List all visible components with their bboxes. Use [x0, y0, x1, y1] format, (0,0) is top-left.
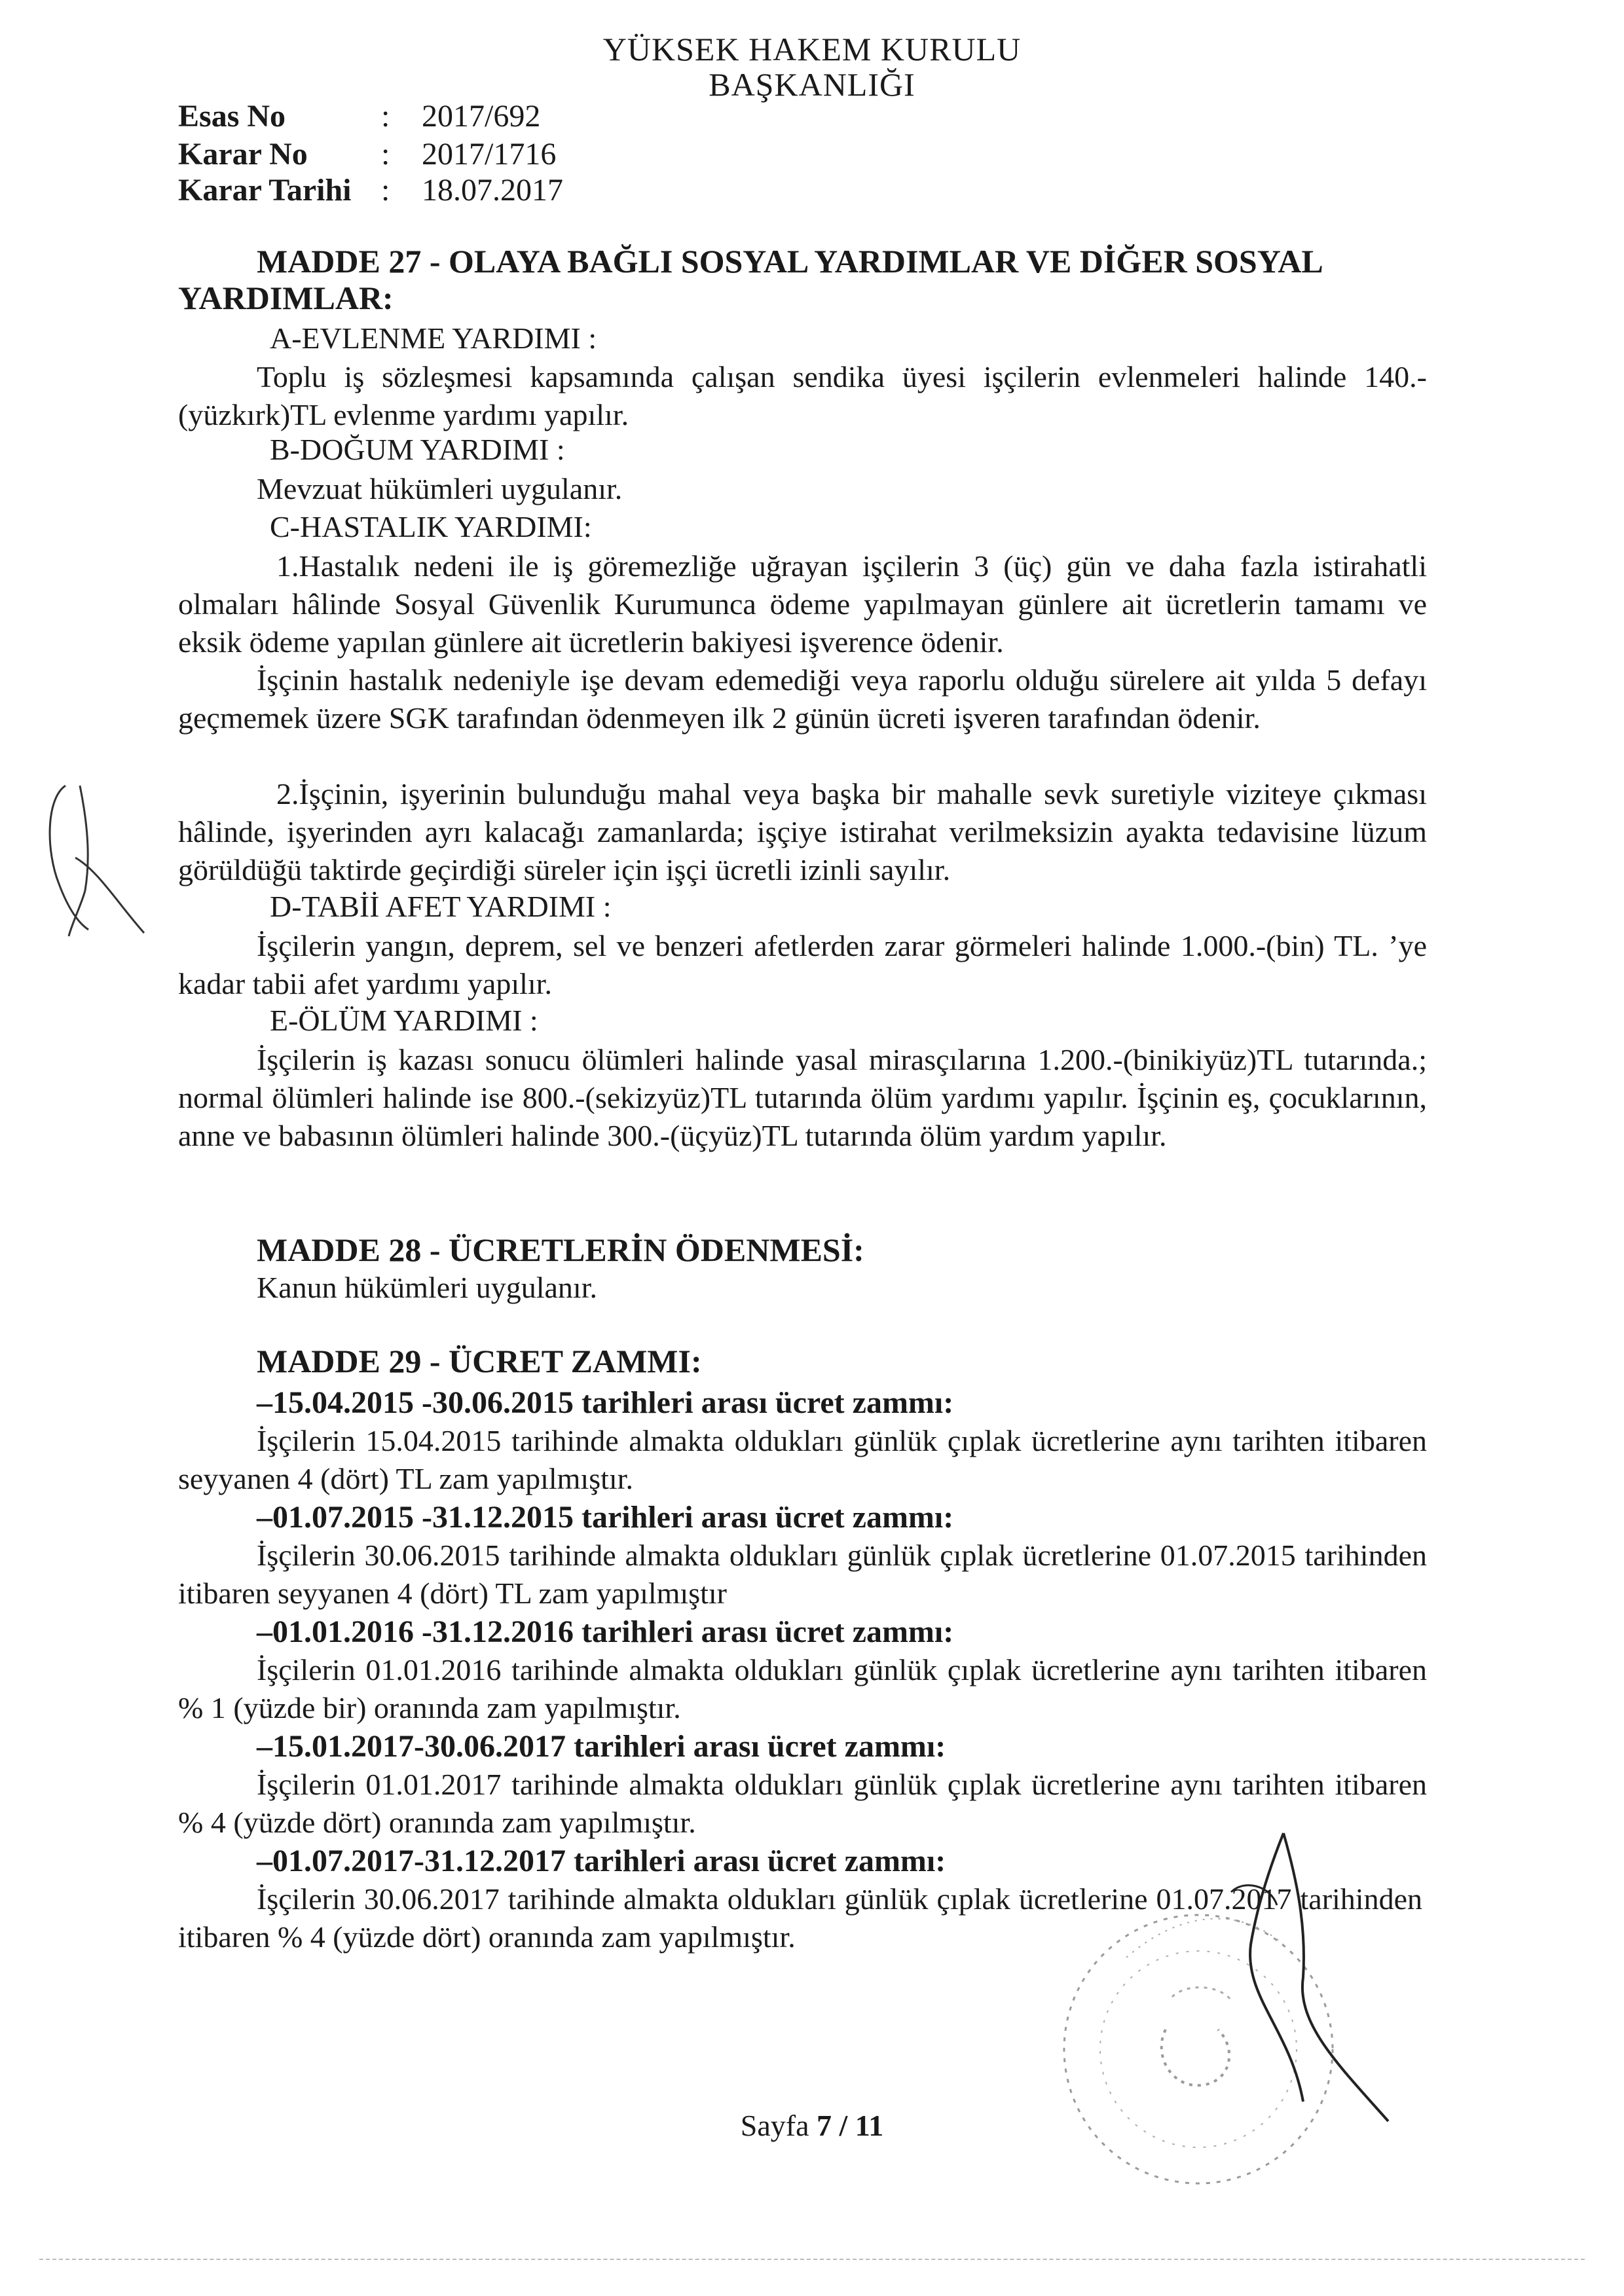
- page-current: 7: [817, 2109, 832, 2142]
- disaster-aid-text: İşçilerin yangın, deprem, sel ve benzeri afetlerden zarar görmeleri halinde 1.000.-(bin) TL. ’ye kadar tabii afet yardımı yapılır.: [178, 929, 1427, 1000]
- wage-period-title: –01.01.2016 -31.12.2016 tarihleri arası ücret zammı:: [257, 1614, 954, 1649]
- marriage-aid-text: Toplu iş sözleşmesi kapsamında çalışan sendika üyesi işçilerin evlenmeleri halinde 140.-(yüzkırk)TL evlenme yardımı yapılır.: [178, 360, 1427, 431]
- scan-edge-line: [39, 2259, 1585, 2260]
- wage-period-title: –01.07.2015 -31.12.2015 tarihleri arası ücret zammı:: [257, 1500, 954, 1535]
- article-28-heading: MADDE 28 - ÜCRETLERİN ÖDENMESİ:: [257, 1231, 864, 1268]
- birth-aid-title: B-DOĞUM YARDIMI :: [270, 433, 565, 466]
- meta-colon: :: [381, 99, 390, 134]
- meta-colon: :: [381, 137, 390, 172]
- article-28-text: Kanun hükümleri uygulanır.: [257, 1271, 597, 1304]
- signature: [1192, 1827, 1421, 2141]
- birth-aid-text: Mevzuat hükümleri uygulanır.: [257, 472, 623, 505]
- institution-subtitle: BAŞKANLIĞI: [709, 66, 915, 103]
- meta-key: Karar Tarihi: [178, 173, 352, 208]
- sickness-aid-paragraph-3: 2.İşçinin, işyerinin bulunduğu mahal veya başka bir mahalle sevk suretiyle viziteye çıkması hâlinde, işyerinden ayrı kalacağı zamanlarda; işçiye istirahat verilmeksizin ayakta tedavisine lüzum görüldüğü taktirde geçirdiği süreler için işçi ücretli izinli sayılır.: [178, 777, 1427, 886]
- wage-period-text: İşçilerin 01.01.2016 tarihinde almakta oldukları günlük çıplak ücretlerine aynı tarihten itibaren % 1 (yüzde bir) oranında zam yapılmıştır.: [178, 1653, 1427, 1724]
- meta-value: 18.07.2017: [422, 173, 563, 208]
- page-total: 11: [855, 2109, 884, 2142]
- wage-period-title: –15.01.2017-30.06.2017 tarihleri arası ücret zammı:: [257, 1729, 946, 1764]
- death-aid-text: İşçilerin iş kazası sonucu ölümleri halinde yasal mirasçılarına 1.200.-(binikiyüz)TL tutarında.; normal ölümleri halinde ise 800.-(sekizyüz)TL tutarında ölüm yardımı yapılır. İşçinin eş, çocuklarının, anne ve babasının ölümleri halinde 300.-(üçyüz)TL tutarında ölüm yardım yapılır.: [178, 1043, 1427, 1152]
- institution-title: YÜKSEK HAKEM KURULU: [602, 31, 1022, 67]
- wage-period-text: İşçilerin 30.06.2015 tarihinde almakta oldukları günlük çıplak ücretlerine 01.07.2015 tarihinden itibaren seyyanen 4 (dört) TL zam yapılmıştır: [178, 1539, 1427, 1610]
- meta-colon: :: [381, 173, 390, 208]
- article-27-heading-line2: YARDIMLAR:: [178, 280, 394, 316]
- article-29-heading: MADDE 29 - ÜCRET ZAMMI:: [257, 1343, 702, 1379]
- wage-period-title: –15.04.2015 -30.06.2015 tarihleri arası ücret zammı:: [257, 1385, 954, 1420]
- page-separator: /: [839, 2109, 848, 2142]
- sickness-aid-paragraph-2: İşçinin hastalık nedeniyle işe devam edemediği veya raporlu olduğu sürelere ait yılda 5 defayı geçmemek üzere SGK tarafından ödenmeyen ilk 2 günün ücreti işveren tarafından ödenir.: [178, 663, 1427, 735]
- wage-period-title: –01.07.2017-31.12.2017 tarihleri arası ücret zammı:: [257, 1844, 946, 1878]
- meta-value: 2017/692: [422, 99, 541, 134]
- disaster-aid-title: D-TABİİ AFET YARDIMI :: [270, 890, 612, 923]
- wage-period-text: İşçilerin 01.01.2017 tarihinde almakta oldukları günlük çıplak ücretlerine aynı tarihten itibaren % 4 (yüzde dört) oranında zam yapılmıştır.: [178, 1768, 1427, 1839]
- meta-key: Karar No: [178, 137, 308, 172]
- wage-period-text: İşçilerin 15.04.2015 tarihinde almakta oldukları günlük çıplak ücretlerine aynı tarihten itibaren seyyanen 4 (dört) TL zam yapılmıştır.: [178, 1424, 1427, 1495]
- sickness-aid-paragraph-1: 1.Hastalık nedeni ile iş göremezliğe uğrayan işçilerin 3 (üç) gün ve daha fazla istirahatli olmaları hâlinde Sosyal Güvenlik Kurumunca ödeme yapılmayan günlere ait ücretlerin tamamı ve eksik ödeme yapılan günlere ait ücretlerin bakiyesi işverence ödenir.: [178, 549, 1427, 659]
- meta-value: 2017/1716: [422, 137, 557, 172]
- sickness-aid-title: C-HASTALIK YARDIMI:: [270, 510, 592, 543]
- meta-key: Esas No: [178, 99, 286, 134]
- article-27-heading-line1: MADDE 27 - OLAYA BAĞLI SOSYAL YARDIMLAR VE DİĞER SOSYAL: [257, 243, 1323, 280]
- death-aid-title: E-ÖLÜM YARDIMI :: [270, 1004, 538, 1037]
- marriage-aid-title: A-EVLENME YARDIMI :: [270, 321, 597, 355]
- page-label: Sayfa: [740, 2109, 809, 2142]
- handwritten-initial: [39, 773, 151, 943]
- wage-period-text: İşçilerin 30.06.2017 tarihinde almakta oldukları günlük çıplak ücretlerine 01.07.2017 tarihinden itibaren % 4 (yüzde dört) oranında zam yapılmıştır.: [178, 1882, 1422, 1954]
